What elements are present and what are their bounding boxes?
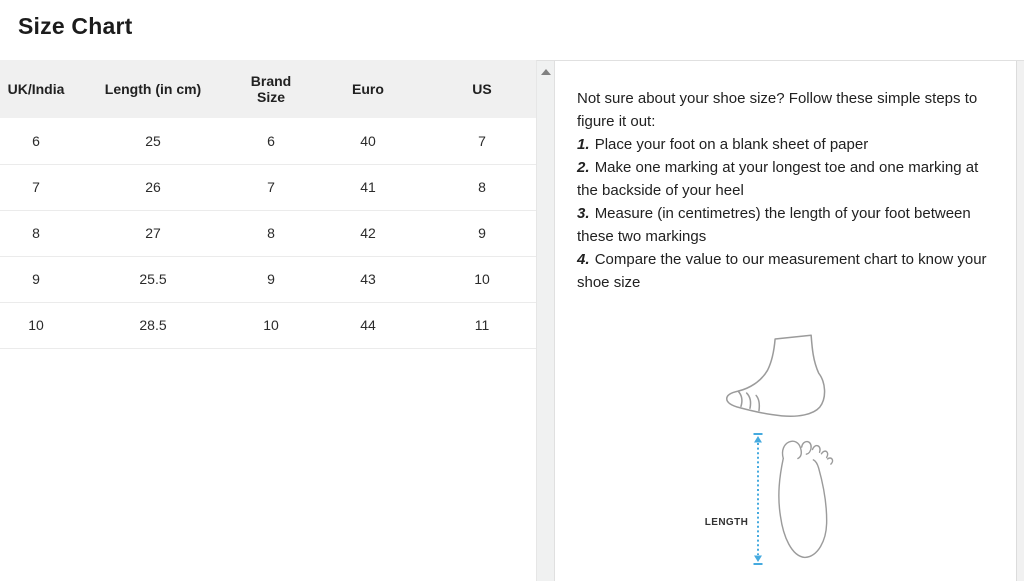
size-chart-table [0,60,536,349]
size-cell: 27 [72,210,234,256]
table-row [0,118,536,164]
size-cell: 6 [234,118,308,164]
length-measure-row [705,433,839,565]
instruction-step-2 [577,156,994,202]
scrollbar-up-arrow-icon[interactable] [541,69,551,75]
table-row [0,164,536,210]
instruction-step-3 [577,202,994,248]
col-header-euro: Euro [308,60,428,118]
table-row [0,210,536,256]
table-row [0,256,536,302]
foot-measurement-diagram [577,332,994,565]
step-text: Measure (in centimetres) the length of your foot between these two markings [577,205,971,245]
size-cell: 25.5 [72,256,234,302]
size-cell: 8 [428,164,536,210]
size-cell: 10 [234,302,308,348]
col-header-us: US [428,60,536,118]
instruction-step-4 [577,248,994,294]
size-cell: 8 [0,210,72,256]
size-cell: 8 [234,210,308,256]
size-cell: 28.5 [72,302,234,348]
instructions-pane [554,60,1024,581]
col-header-length: Length (in cm) [72,60,234,118]
foot-sole-illustration-icon [770,433,838,565]
size-chart-content [0,60,1024,581]
col-header-brand-size: Brand Size [234,60,308,118]
size-cell: 42 [308,210,428,256]
size-cell: 7 [234,164,308,210]
foot-side-illustration-icon [722,332,850,420]
step-number: 3. [577,205,590,222]
length-arrow-icon [752,433,764,565]
size-table-pane [0,60,536,581]
col-header-uk-india: UK/India [0,60,72,118]
page-scrollbar[interactable] [1016,61,1024,581]
size-cell: 9 [0,256,72,302]
size-cell: 26 [72,164,234,210]
size-cell: 7 [0,164,72,210]
size-cell: 41 [308,164,428,210]
step-number: 2. [577,159,590,176]
step-text: Make one marking at your longest toe and one marking at the backside of your heel [577,159,979,199]
size-cell: 10 [0,302,72,348]
page-title: Size Chart [18,13,133,39]
size-cell: 40 [308,118,428,164]
size-cell: 10 [428,256,536,302]
size-cell: 43 [308,256,428,302]
size-cell: 6 [0,118,72,164]
instruction-step-1 [577,133,994,156]
table-scrollbar[interactable] [536,60,554,581]
size-cell: 7 [428,118,536,164]
step-text: Compare the value to our measurement chart to know your shoe size [577,251,987,291]
table-row [0,302,536,348]
instructions-intro: Not sure about your shoe size? Follow these simple steps to figure it out: [577,90,978,130]
size-cell: 9 [234,256,308,302]
step-number: 4. [577,251,590,268]
step-text: Place your foot on a blank sheet of paper [594,136,869,153]
length-label: LENGTH [704,517,749,528]
size-cell: 11 [428,302,536,348]
step-number: 1. [577,136,590,153]
size-cell: 25 [72,118,234,164]
table-header-row [0,60,536,118]
size-cell: 9 [428,210,536,256]
size-cell: 44 [308,302,428,348]
